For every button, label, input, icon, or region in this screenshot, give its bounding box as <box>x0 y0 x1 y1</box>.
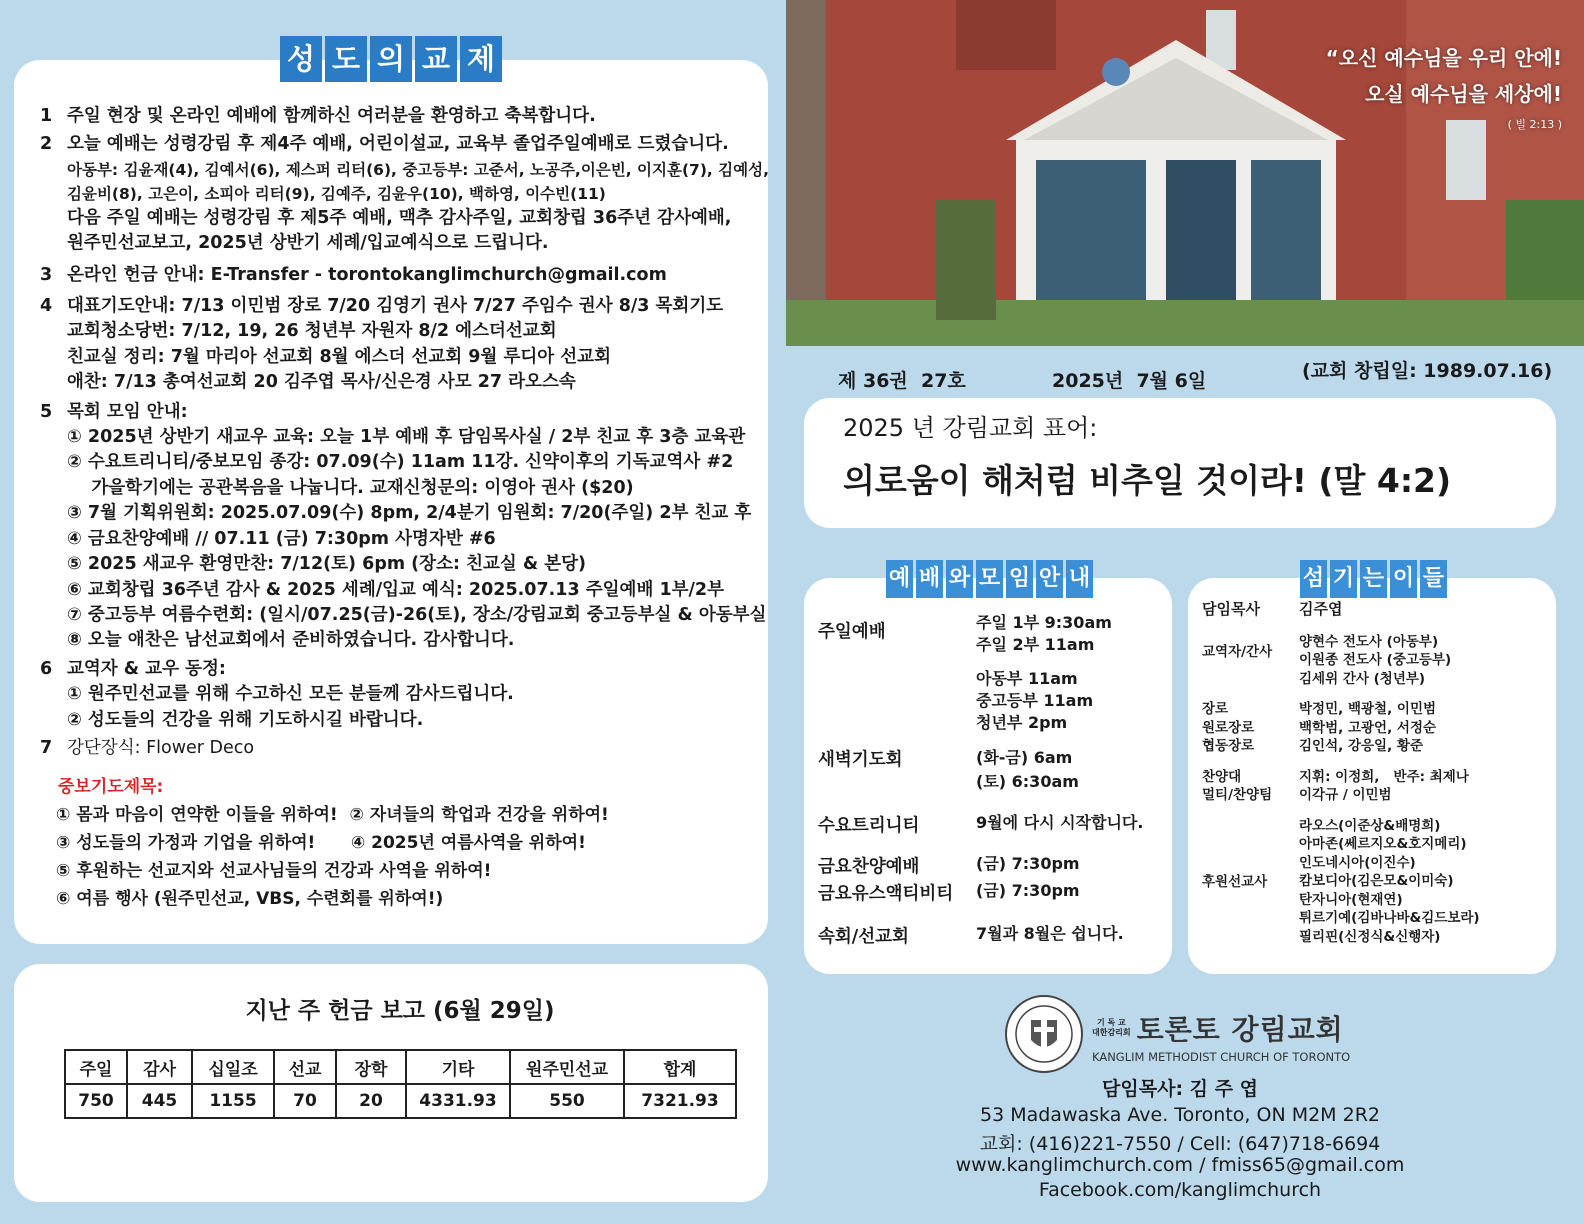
news-item-3: 3 온라인 헌금 안내: E-Transfer - torontokanglimchurch@gmail.com <box>40 264 667 285</box>
staff-row: 교역자/간사 양현수 전도사 (아동부) 이원종 전도사 (중고등부) 김세위 간사 (청년부) <box>1202 633 1452 687</box>
staff-row: 후원선교사 라오스(이준상&배명희) 아마존(쎄르지오&호지메리) 인도네시아(이진수) 캄보디아(김은모&이미숙) 탄자니아(현재연) 튀르기예(김바나바&김드보라) 필리핀(신정식&신행자) <box>1202 817 1480 945</box>
worship-row: 수요트리니티 9월에 다시 시작합니다. <box>818 813 1144 836</box>
church-website[interactable]: www.kanglimchurch.com / fmiss65@gmail.com <box>955 1154 1405 1176</box>
news-item-2: 2 오늘 예배는 성령강림 후 제4주 예배, 어린이설교, 교육부 졸업주일예배로 드렸습니다. 아동부: 김윤재(4), 김예서(6), 제스퍼 리터(6), 중고등부: 고준서, 노공주,이은빈, 이지훈(7), 김예성, 김윤비(8), 고은이, 소피아 리터(9), 김예주, 김윤우(10), 백하영, 이수빈(11) 다음 주일 예배는 성령강림 후 제5주 예배, 맥추 감사주일, 교회창립 36주년 감사예배, 원주민선교보고, 2025년 상반기 세례/입교예식으로 드립니다. <box>40 134 769 254</box>
motto-label: 2025 년 강림교회 표어: <box>843 414 1098 442</box>
offering-title: 지난 주 헌금 보고 (6월 29일) <box>245 998 555 1024</box>
church-name-ko: 토론토 강림교회 <box>1136 1013 1344 1046</box>
offering-header-row: 주일 감사 십일조 선교 장학 기타 원주민선교 합계 <box>65 1050 736 1084</box>
news-item-7: 7 강단장식: Flower Deco <box>40 737 255 758</box>
worship-row: 새벽기도회 (화-금) 6am (토) 6:30am <box>818 748 1079 791</box>
news-item-6: 6 교역자 & 교우 동정: ① 원주민선교를 위해 수고하신 모든 분들께 감사드립니다. ② 성도들의 건강을 위해 기도하시길 바랍니다. <box>40 658 514 730</box>
worship-schedule <box>818 612 1168 948</box>
news-list <box>40 104 770 913</box>
church-name-en: KANGLIM METHODIST CHURCH OF TORONTO <box>1092 1050 1351 1064</box>
church-address: 53 Madawaska Ave. Toronto, ON M2M 2R2 <box>979 1104 1380 1126</box>
church-name-block: 기 독 교 대한감리회 토론토 강림교회 KANGLIM METHODIST CHURCH OF TORONTO <box>1092 1008 1350 1064</box>
issue-date: 2025년 7월 6일 <box>1052 370 1207 392</box>
news-item-5: 5 목회 모임 안내: ① 2025년 상반기 새교우 교육: 오늘 1부 예배 후 담임목사실 / 2부 친교 후 3층 교육관 ② 수요트리니티/중보모임 종강: 07.09(수) 11am 11강. 신약이후의 기독교역사 #2 가을학기에는 공관복음을 나눕니다. 교재신청문의: 이영아 권사 ($20) ③ 7월 기획위원회: 2025.07.09(수) 8pm, 2/4분기 임원회: 7/20(주일) 2부 친교 후 ④ 금요찬양예배 // 07.11 (금) 7:30pm 사명자반 #6 ⑤ 2025 새교우 환영만찬: 7/12(토) 6pm (장소: 친교실 & 본당) ⑥ 교회창립 36주년 감사 & 2025 세례/입교 예식: 2025.07.13 주일예배 1부/2부 ⑦ 중고등부 여름수련회: (일시/07.25(금)-26(토), 장소/강림교회 중고등부실 & 아동부실 ⑧ 오늘 애찬은 남선교회에서 준비하였습니다. 감사합니다. <box>40 401 767 651</box>
prayer-title: 중보기도제목: <box>58 777 164 798</box>
church-emblem-icon <box>1004 994 1084 1074</box>
worship-row: 아동부 11am 중고등부 11am 청년부 2pm <box>976 669 1094 732</box>
worship-row: 속회/선교회 7월과 8월은 쉽니다. <box>818 924 1124 947</box>
prayer-list: ① 몸과 마음이 연약한 이들을 위하여! ② 자녀들의 학업과 건강을 위하여! ③ 성도들의 가정과 기업을 위하여! ④ 2025년 여름사역을 위하여! ⑤ 후원하는 선교지와 선교사님들의 건강과 사역을 위하여! ⑥ 여름 행사 (원주민선교, VBS, 수련회를 위하여!) <box>56 804 609 909</box>
church-facebook[interactable]: Facebook.com/kanglimchurch <box>1038 1179 1322 1201</box>
church-logo <box>1004 994 1084 1078</box>
church-photo <box>786 0 1584 346</box>
worship-title: 예 배 와 모 임 안 내 <box>886 560 1093 598</box>
staff-title: 섬 기 는 이 들 <box>1300 560 1447 598</box>
news-item-4: 4 대표기도안내: 7/13 이민범 장로 7/20 김영기 권사 7/27 주임수 권사 8/3 목회기도 교회청소당번: 7/12, 19, 26 청년부 자원자 8/2 에스더선교회 친교실 정리: 7월 마리아 선교회 8월 에스더 선교회 9월 루디아 선교회 애찬: 7/13 총여선교회 20 김주엽 목사/신은경 사모 27 라오스속 <box>40 296 724 393</box>
bible-quote: “오신 예수님을 우리 안에! 오실 예수님을 세상에! ( 빌 2:13 ) <box>1325 46 1562 131</box>
founding-date: (교회 창립일: 1989.07.16) <box>1302 360 1553 382</box>
staff-row: 장로 원로장로 협동장로 박정민, 백광철, 이민범 백학범, 고광언, 서정순 김인석, 강응일, 황준 <box>1202 701 1437 754</box>
worship-row: 주일예배 주일 1부 9:30am 주일 2부 11am <box>818 613 1112 654</box>
worship-row: 금요찬양예배 (금) 7:30pm <box>818 854 1080 877</box>
news-title: 성 도 의 교 제 <box>280 36 502 82</box>
motto-text: 의로움이 해처럼 비추일 것이라! (말 4:2) <box>843 461 1452 500</box>
staff-list <box>1202 600 1572 946</box>
worship-row: 금요유스액티비티 (금) 7:30pm <box>818 881 1080 904</box>
offering-value-row: 750 445 1155 70 20 4331.93 550 7321.93 <box>65 1084 736 1118</box>
church-phone: 교회: (416)221-7550 / Cell: (647)718-6694 <box>979 1133 1381 1155</box>
issue-volume: 제 36권 27호 <box>838 370 966 392</box>
news-item-1: 1 주일 현장 및 온라인 예배에 함께하신 여러분을 환영하고 축복합니다. <box>40 106 596 126</box>
staff-row: 찬양대 멀티/찬양팀 지휘: 이정희, 반주: 최제나 이각규 / 이민범 <box>1202 768 1469 803</box>
offering-table <box>64 1049 737 1119</box>
pastor-name: 담임목사: 김 주 엽 <box>1102 1078 1258 1100</box>
staff-row: 담임목사 김주엽 <box>1202 600 1343 618</box>
